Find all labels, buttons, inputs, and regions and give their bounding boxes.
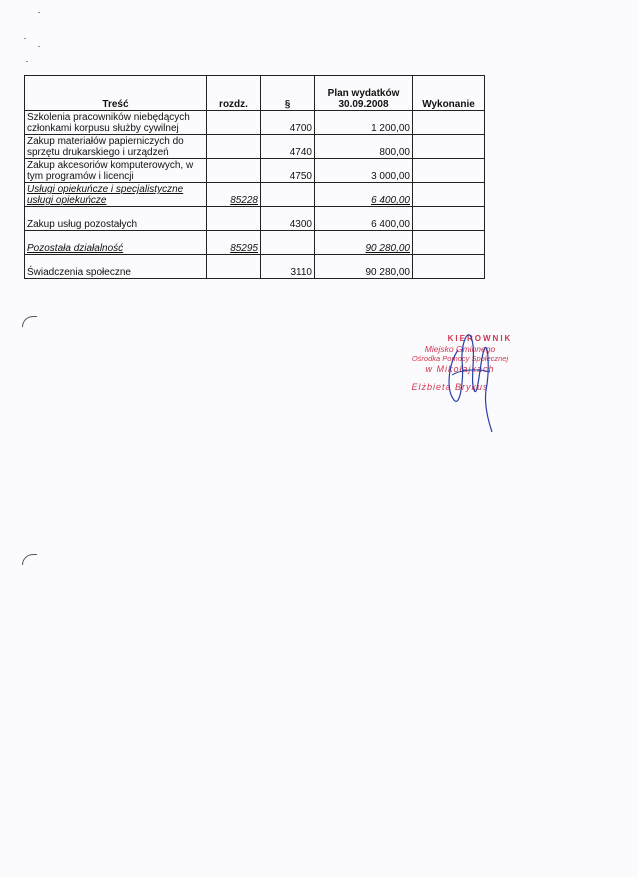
row-name <box>25 231 207 255</box>
row-name-text: Usługi opiekuńcze i specjalistyczne usługi opiekuńcze <box>27 184 184 206</box>
row-wykonanie <box>413 111 485 135</box>
row-wykonanie <box>413 135 485 159</box>
table-row <box>25 159 485 183</box>
row-wykonanie <box>413 207 485 231</box>
row-paragraph: 4740 <box>261 135 315 159</box>
row-name: Zakup akcesoriów komputerowych, w tym programów i licencji <box>25 159 207 183</box>
stamp-name: Elżbieta Brykus <box>411 382 489 392</box>
row-name: Świadczenia społeczne <box>25 255 207 279</box>
table-row-chapter <box>25 231 485 255</box>
row-rozdz <box>207 231 261 255</box>
stamp-line: Ośrodka Pomocy Społecznej <box>411 354 509 363</box>
table-row <box>25 111 485 135</box>
table-row <box>25 255 485 279</box>
handwritten-signature <box>440 320 500 435</box>
row-wykonanie <box>413 183 485 207</box>
header-plan: Plan wydatków 30.09.2008 <box>315 76 413 111</box>
stamp-line: w Mikołajkach <box>425 364 495 374</box>
row-paragraph: 3110 <box>261 255 315 279</box>
row-plan: 800,00 <box>315 135 413 159</box>
row-rozdz <box>207 111 261 135</box>
row-paragraph: 4750 <box>261 159 315 183</box>
row-plan: 6 400,00 <box>315 207 413 231</box>
row-name: Szkolenia pracowników niebędących członkami korpusu służby cywilnej <box>25 111 207 135</box>
row-rozdz <box>207 255 261 279</box>
row-paragraph: 4700 <box>261 111 315 135</box>
punch-hole-mark <box>22 554 37 565</box>
header-paragraph: § <box>261 76 315 111</box>
header-tresc: Treść <box>25 76 207 111</box>
stamp-title: KIEROWNIK <box>447 334 513 343</box>
row-plan-text: 90 280,00 <box>365 243 410 254</box>
row-paragraph <box>261 231 315 255</box>
row-rozdz <box>207 183 261 207</box>
table-row-chapter <box>25 183 485 207</box>
row-plan: 90 280,00 <box>315 255 413 279</box>
row-name <box>25 183 207 207</box>
row-rozdz-text: 85295 <box>230 243 258 254</box>
stamp-line: Miejsko Gminnego <box>424 344 496 354</box>
header-rozdz: rozdz. <box>207 76 261 111</box>
row-rozdz-text: 85228 <box>230 195 258 206</box>
punch-hole-mark <box>22 316 37 327</box>
row-plan: 1 200,00 <box>315 111 413 135</box>
scan-speck <box>38 46 40 47</box>
row-plan-text: 6 400,00 <box>371 195 410 206</box>
signature-stroke <box>452 370 490 375</box>
table-row <box>25 207 485 231</box>
row-wykonanie <box>413 231 485 255</box>
scan-speck <box>24 38 26 39</box>
row-rozdz <box>207 207 261 231</box>
row-name: Zakup usług pozostałych <box>25 207 207 231</box>
signature-stroke <box>449 335 492 432</box>
row-rozdz <box>207 135 261 159</box>
row-rozdz <box>207 159 261 183</box>
scan-speck <box>38 12 40 13</box>
row-name-text: Pozostała działalność <box>27 243 124 254</box>
table-row <box>25 135 485 159</box>
row-paragraph <box>261 183 315 207</box>
row-plan: 3 000,00 <box>315 159 413 183</box>
row-plan <box>315 183 413 207</box>
row-wykonanie <box>413 255 485 279</box>
row-plan <box>315 231 413 255</box>
scan-speck <box>26 61 28 62</box>
header-wykonanie: Wykonanie <box>413 76 485 111</box>
row-paragraph: 4300 <box>261 207 315 231</box>
row-wykonanie <box>413 159 485 183</box>
row-name: Zakup materiałów papierniczych do sprzętu drukarskiego i urządzeń <box>25 135 207 159</box>
table-header-row <box>25 76 485 111</box>
budget-table <box>24 75 485 279</box>
